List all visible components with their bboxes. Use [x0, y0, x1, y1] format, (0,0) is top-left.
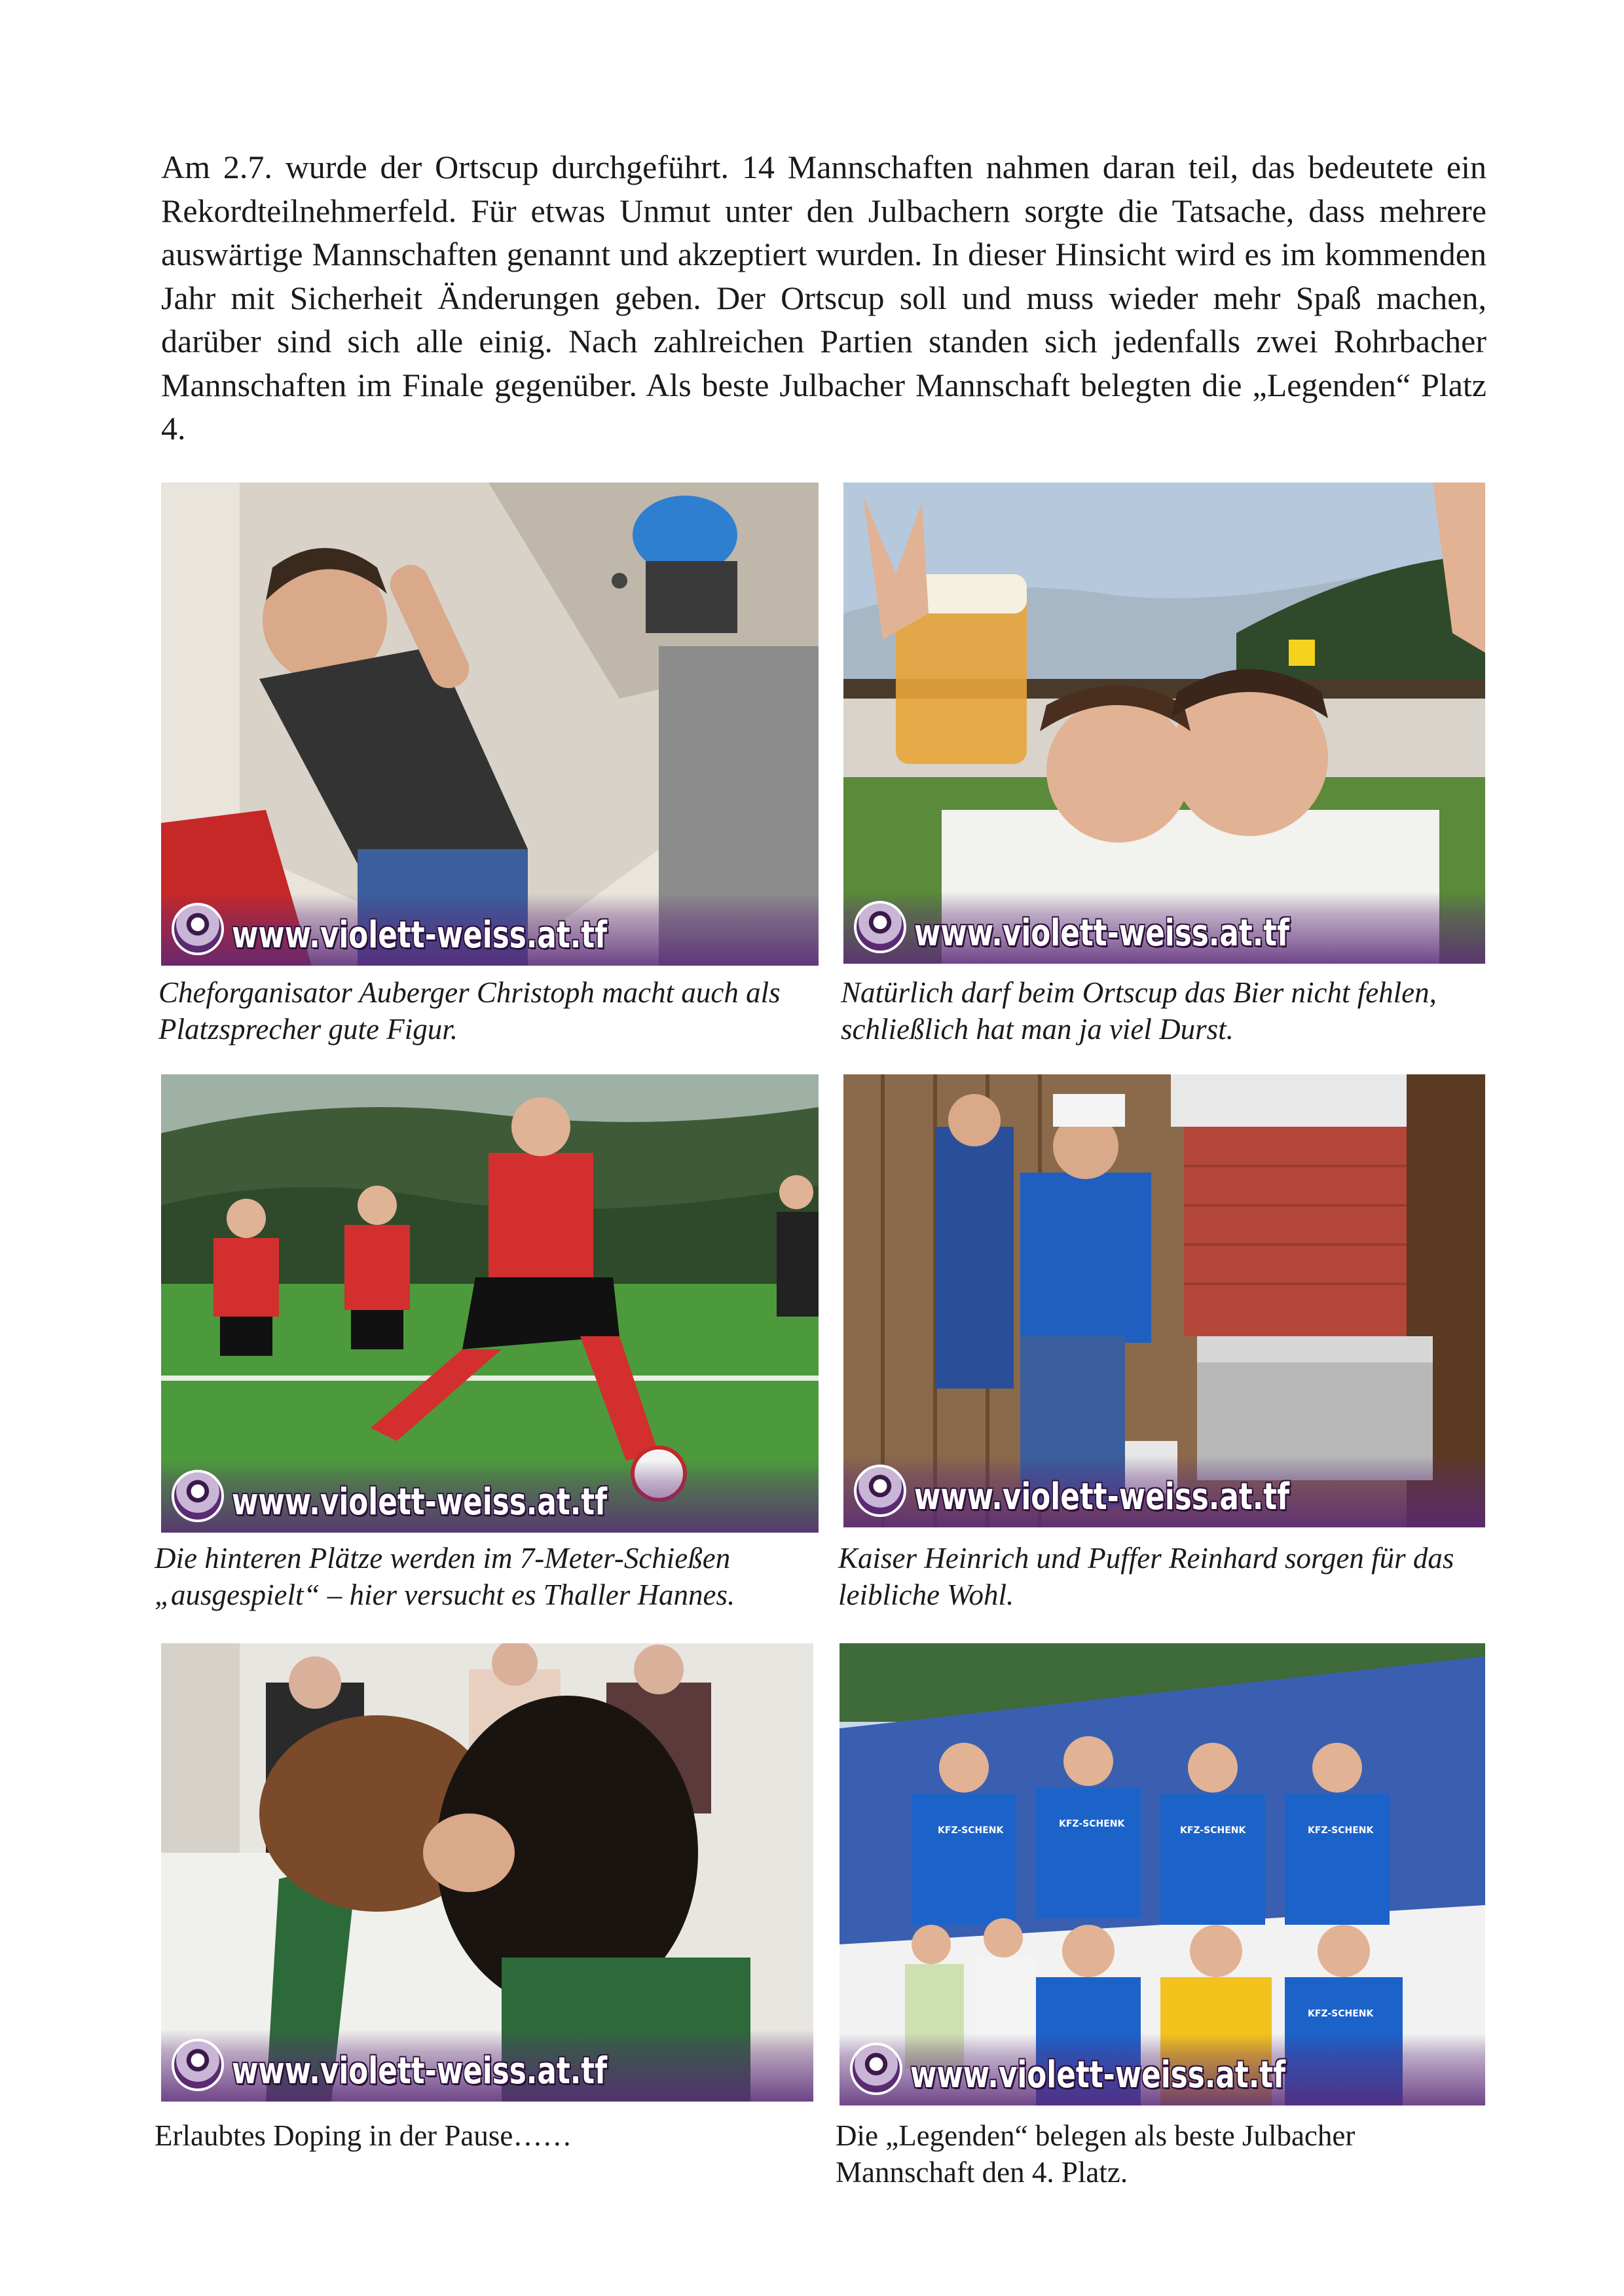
intro-paragraph: [161, 145, 1486, 450]
caption-photo-2: Natürlich darf beim Ortscup das Bier nicht fehlen, schließlich hat man ja viel Durst.: [841, 976, 1437, 1046]
watermark-bar: [161, 2030, 813, 2102]
watermark-bar: [161, 894, 819, 966]
club-logo-icon: [854, 1465, 906, 1517]
caption-photo-3: Die hinteren Plätze werden im 7-Meter-Schießen „ausgespielt“ – hier versucht es Thaller Hannes.: [155, 1542, 735, 1611]
watermark-text: www.violett-weiss.at.tf: [232, 1481, 608, 1523]
photo-penalty-kick: [161, 1074, 819, 1533]
caption-photo-5: Erlaubtes Doping in der Pause……: [155, 2119, 572, 2152]
caption-photo-4: Kaiser Heinrich und Puffer Reinhard sorgen für das leibliche Wohl.: [838, 1542, 1454, 1611]
watermark-bar: [843, 1455, 1485, 1527]
caption-photo-1: Cheforganisator Auberger Christoph macht auch als Platzsprecher gute Figur.: [158, 976, 781, 1046]
watermark-bar: [843, 892, 1485, 964]
photo-break-kiss: [161, 1643, 813, 2102]
caption-photo-6: Die „Legenden“ belegen als beste Julbacher Mannschaft den 4. Platz.: [836, 2119, 1356, 2189]
club-logo-icon: [850, 2043, 902, 2095]
photo-team-legenden: [840, 1643, 1485, 2105]
watermark-text: www.violett-weiss.at.tf: [914, 912, 1290, 955]
watermark-text: www.violett-weiss.at.tf: [232, 2050, 608, 2092]
svg-text:KFZ-SCHENK: KFZ-SCHENK: [938, 1825, 1004, 1836]
photo-announcer: [161, 483, 819, 966]
intro-text: Am 2.7. wurde der Ortscup durchgeführt. 14 Mannschaften nahmen daran teil, das bedeutete ein Rekordteilnehmerfeld. Für etwas Unmut unter den Julbachern sorgte die Tatsache, dass mehrere auswärtige Mannschaften genannt und akzeptiert wurden. In dieser Hinsicht wird es im kommenden Jahr mit Sicherheit Änderungen geben. Der Ortscup soll und muss wieder mehr Spaß machen, darüber sind sich alle einig. Nach zahlreichen Partien standen sich jedenfalls zwei Rohrbacher Mannschaften im Finale gegenüber. Als beste Julbacher Mannschaft belegten die „Legenden“ Platz 4.: [161, 149, 1486, 446]
watermark-text: www.violett-weiss.at.tf: [910, 2054, 1286, 2096]
svg-text:KFZ-SCHENK: KFZ-SCHENK: [1180, 1825, 1246, 1836]
club-logo-icon: [172, 903, 224, 955]
club-logo-icon: [172, 1470, 224, 1522]
club-logo-icon: [172, 2039, 224, 2091]
watermark-bar: [840, 2033, 1485, 2105]
svg-text:KFZ-SCHENK: KFZ-SCHENK: [1059, 1819, 1125, 1829]
watermark-text: www.violett-weiss.at.tf: [232, 914, 608, 957]
photo-beer-toast: [843, 483, 1485, 964]
photo-barbecue: [843, 1074, 1485, 1527]
watermark-text: www.violett-weiss.at.tf: [914, 1476, 1290, 1518]
svg-text:KFZ-SCHENK: KFZ-SCHENK: [1308, 2009, 1374, 2019]
watermark-bar: [161, 1461, 819, 1533]
club-logo-icon: [854, 901, 906, 953]
svg-text:KFZ-SCHENK: KFZ-SCHENK: [1308, 1825, 1374, 1836]
